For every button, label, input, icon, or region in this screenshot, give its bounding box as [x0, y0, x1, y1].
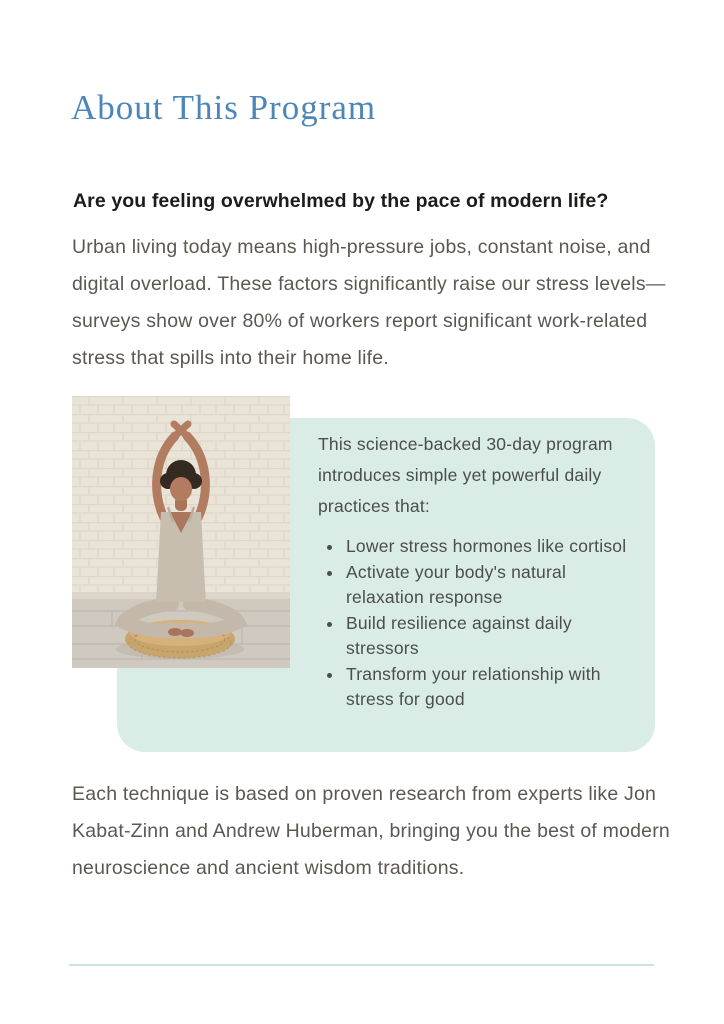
highlight-lead: This science-backed 30-day program introduces simple yet powerful daily practices that:: [318, 434, 613, 516]
highlight-bullet-list: [318, 534, 638, 713]
divider-line: [69, 964, 654, 966]
bullet-item: • Activate your body's natural relaxation response: [344, 560, 638, 611]
page-title: About This Program: [71, 88, 377, 127]
question-heading: Are you feeling overwhelmed by the pace of modern life?: [73, 190, 609, 212]
yoga-photo-illustration: [72, 396, 290, 668]
bullet-item: • Lower stress hormones like cortisol: [344, 534, 638, 560]
highlight-box-content: [318, 429, 638, 713]
bullet-item: • Build resilience against daily stressors: [344, 611, 638, 662]
intro-paragraph: Urban living today means high-pressure jobs, constant noise, and digital overload. These factors significantly raise our stress levels—surveys show over 80% of workers report significant work-related stress that spills into their home life.: [72, 236, 666, 369]
bullet-item: • Transform your relationship with stress for good: [344, 662, 638, 713]
yoga-photo: [72, 396, 290, 668]
closing-paragraph: Each technique is based on proven research from experts like Jon Kabat-Zinn and Andrew Huberman, bringing you the best of modern neuroscience and ancient wisdom traditions.: [72, 783, 670, 879]
